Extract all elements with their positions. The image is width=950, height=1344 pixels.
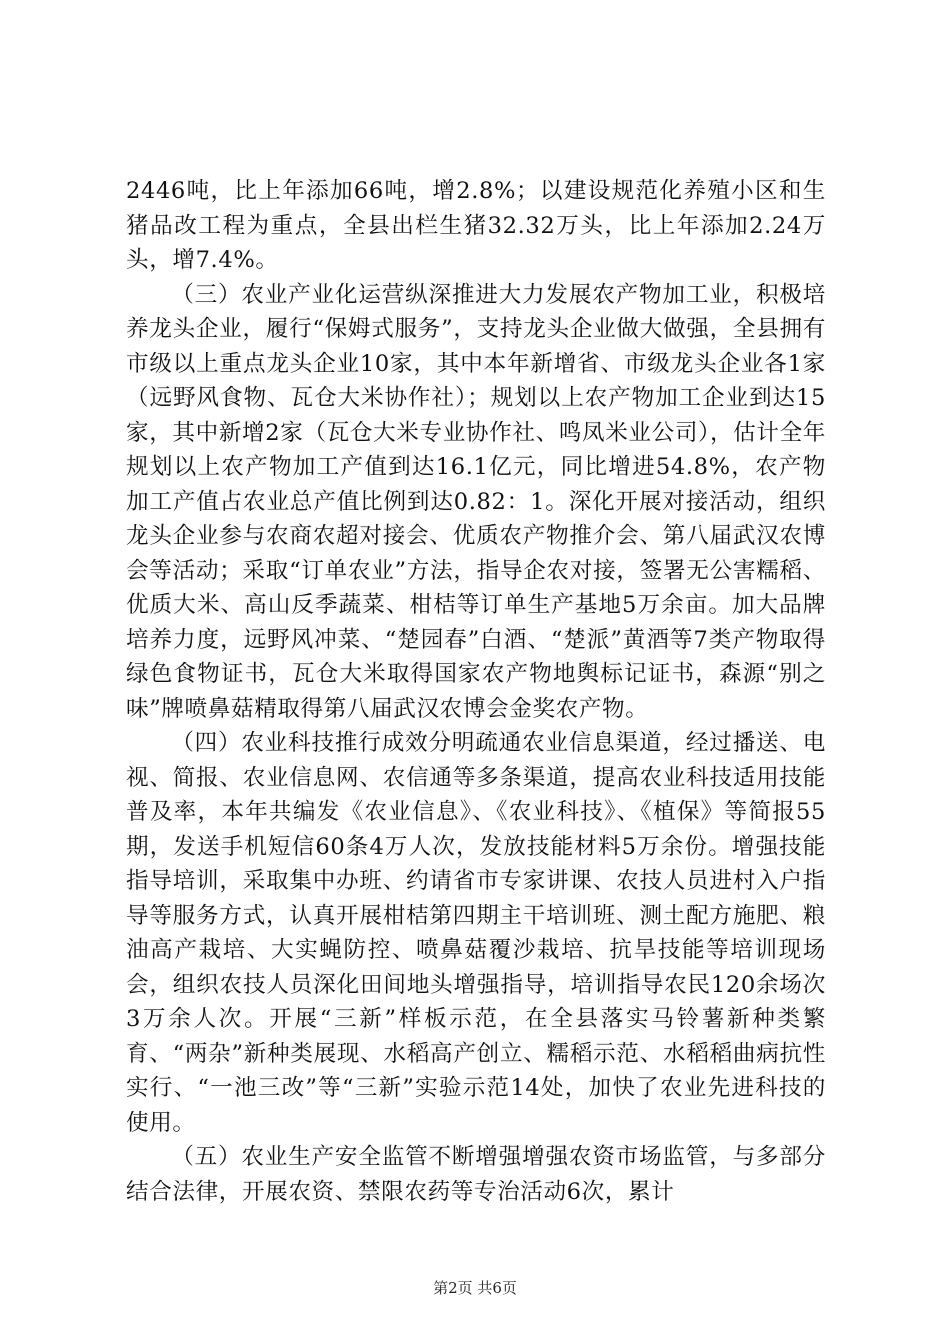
paragraph-agri-technology: （四）农业科技推行成效分明疏通农业信息渠道，经过播送、电视、简报、农业信息网、农信通等多条渠道，提高农业科技适用技能普及率，本年共编发《农业信息》、《农业科技》、《植保》等简报55期，发送手机短信60条4万人次，发放技能材料5万余份。增强技能指导培训，采取集中办班、约请省市专家讲课、农技人员进村入户指导等服务方式，认真开展柑桔第四期主干培训班、测土配方施肥、粮油高产栽培、大实蝇防控、喷鼻菇覆沙栽培、抗旱技能等培训现场会，组织农技人员深化田间地头增强指导，培训指导农民120余场次3万余人次。开展“三新”样板示范，在全县落实马铃薯新种类繁育、“两杂”新种类展现、水稻高产创立、糯稻示范、水稻稻曲病抗性实行、“一池三改”等“三新”实验示范14处，加快了农业先进科技的使用。 [126, 730, 826, 1136]
document-body [126, 174, 826, 1209]
paragraph-livestock-output: 2446吨，比上年添加66吨，增2.8%；以建设规范化养殖小区和生猪品改工程为重点，全县出栏生猪32.32万头，比上年添加2.24万头，增7.4%。 [126, 178, 826, 273]
page-number-footer: 第2页 共6页 [433, 1279, 517, 1297]
paragraph-industrialization: （三）农业产业化运营纵深推进大力发展农产物加工业，积极培养龙头企业，履行“保姆式服务”，支持龙头企业做大做强，全县拥有市级以上重点龙头企业10家，其中本年新增省、市级龙头企业各1家（远野风食物、瓦仓大米协作社）；规划以上农产物加工企业到达15家，其中新增2家（瓦仓大米专业协作社、鸣凤米业公司），估计全年规划以上农产物加工产值到达16.1亿元，同比增进54.8%，农产物加工产值占农业总产值比例到达0.82：1。深化开展对接活动，组织龙头企业参与农商农超对接会、优质农产物推介会、第八届武汉农博会等活动；采取“订单农业”方法，指导企农对接，签署无公害糯稻、优质大米、高山反季蔬菜、柑桔等订单生产基地5万余亩。加大品牌培养力度，远野风冲菜、“楚园春”白酒、“楚派”黄酒等7类产物取得绿色食物证书，瓦仓大米取得国家农产物地舆标记证书，森源“别之味”牌喷鼻菇精取得第八届武汉农博会金奖农产物。 [126, 281, 826, 722]
paragraph-production-safety: （五）农业生产安全监管不断增强增强农资市场监管，与多部分结合法律，开展农资、禁限农药等专治活动6次，累计 [126, 1144, 826, 1205]
